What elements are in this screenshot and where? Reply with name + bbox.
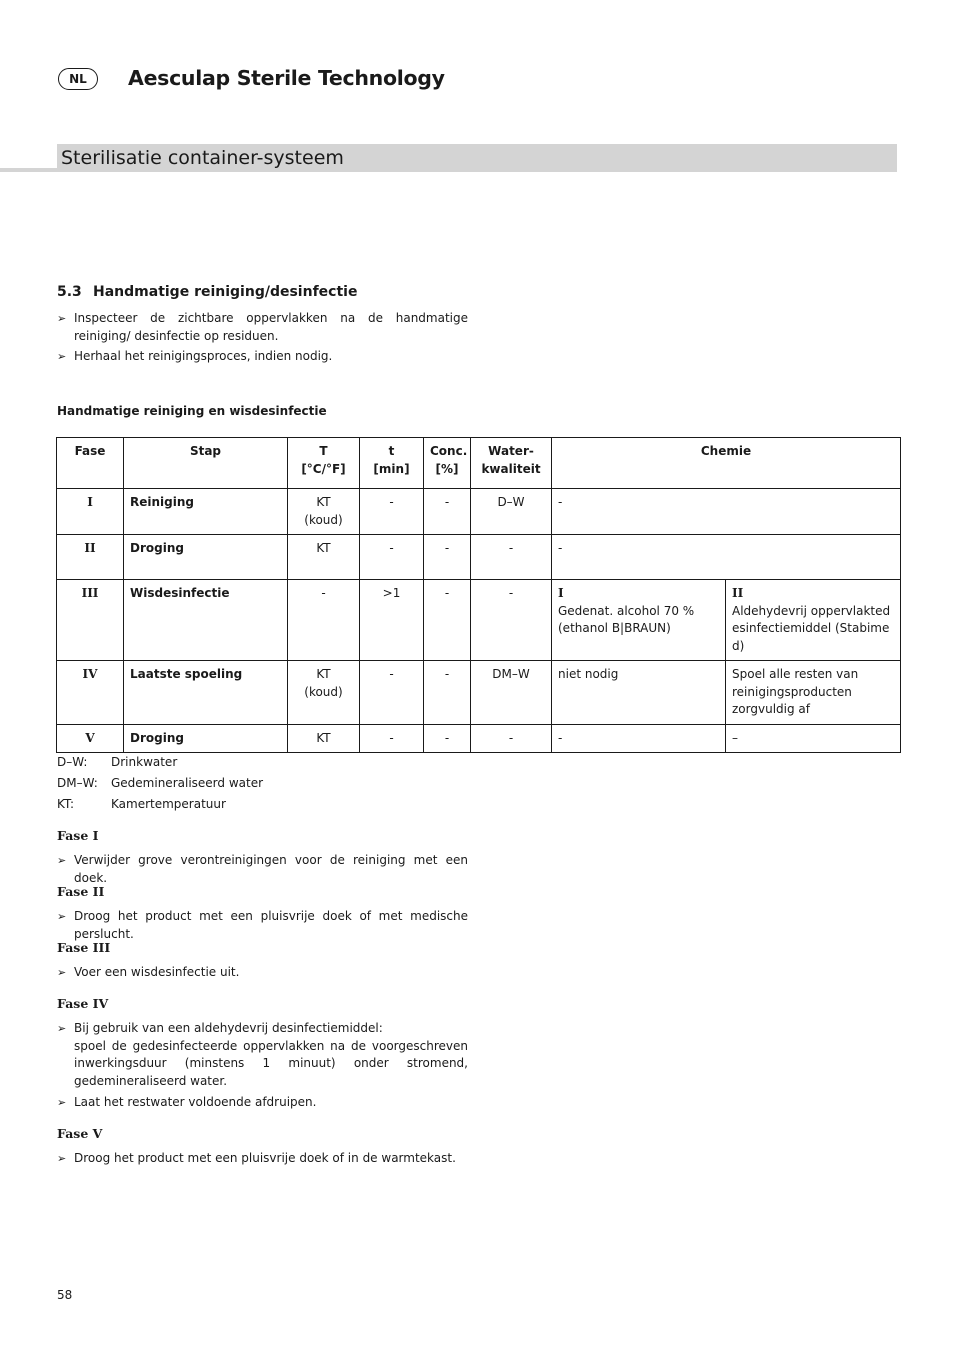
cell-conc: - (424, 535, 471, 580)
cell-water: - (471, 535, 552, 580)
table-row (57, 661, 901, 725)
cell-fase: III (57, 580, 124, 661)
cell-temp: KT (288, 724, 360, 753)
table-row (57, 535, 901, 580)
cell-stap: Droging (124, 535, 288, 580)
procedure-table (56, 437, 901, 753)
legend-item: DM–W: Gedemineraliseerd water (57, 776, 264, 790)
arrow-bullet-icon: ➢ (57, 910, 67, 923)
table-header-row (57, 438, 901, 489)
legend-item: D–W: Drinkwater (57, 755, 178, 769)
cell-temp: KT (koud) (288, 661, 360, 725)
cell-chemie-a: niet nodig (552, 661, 726, 725)
bullet-item (57, 1150, 468, 1168)
cell-chemie-b: – (726, 724, 901, 753)
cell-chemie: - (552, 535, 901, 580)
cell-chemie-a: - (552, 724, 726, 753)
phase-heading: Fase I (57, 828, 99, 843)
cell-stap: Droging (124, 724, 288, 753)
phase-heading: Fase II (57, 884, 105, 899)
table-row (57, 489, 901, 535)
cell-conc: - (424, 580, 471, 661)
cell-temp: KT (koud) (288, 489, 360, 535)
cell-water: DM–W (471, 661, 552, 725)
bullet-text: Droog het product met een pluisvrije doek of met medische perslucht. (74, 909, 468, 941)
cell-time: - (360, 661, 424, 725)
header-temp: T [°C/°F] (288, 438, 360, 489)
cell-temp: KT (288, 535, 360, 580)
table-row (57, 724, 901, 753)
cell-fase: II (57, 535, 124, 580)
bullet-item (57, 1020, 468, 1090)
cell-conc: - (424, 724, 471, 753)
bullet-text: Inspecteer de zichtbare oppervlakken na de handmatige reiniging/ desinfectie op residuen. (74, 311, 468, 343)
cell-time: - (360, 489, 424, 535)
cell-chemie-a: I Gedenat. alcohol 70 % (ethanol B|BRAUN) (552, 580, 726, 661)
bullet-item (57, 852, 468, 887)
cell-water: D–W (471, 489, 552, 535)
bullet-text: Droog het product met een pluisvrije doek of in de warmtekast. (74, 1151, 456, 1165)
header-conc: Conc. [%] (424, 438, 471, 489)
bullet-item (57, 348, 468, 366)
bullet-item (57, 1094, 468, 1112)
page-number: 58 (57, 1288, 73, 1302)
cell-fase: IV (57, 661, 124, 725)
table-row (57, 580, 901, 661)
header-time: t [min] (360, 438, 424, 489)
cell-stap: Laatste spoeling (124, 661, 288, 725)
cell-stap: Reiniging (124, 489, 288, 535)
cell-temp: - (288, 580, 360, 661)
cell-conc: - (424, 661, 471, 725)
header-water: Water- kwaliteit (471, 438, 552, 489)
arrow-bullet-icon: ➢ (57, 966, 67, 979)
language-badge: NL (58, 68, 98, 90)
bullet-text: Bij gebruik van een aldehydevrij desinfectiemiddel: (74, 1021, 383, 1035)
cell-water: - (471, 580, 552, 661)
cell-stap: Wisdesinfectie (124, 580, 288, 661)
bullet-text: Verwijder grove verontreinigingen voor de reiniging met een doek. (74, 853, 468, 885)
section-number: 5.3 (57, 284, 82, 300)
phase-heading: Fase V (57, 1126, 103, 1141)
cell-fase: V (57, 724, 124, 753)
table-caption: Handmatige reiniging en wisdesinfectie (57, 404, 327, 418)
bullet-text: Laat het restwater voldoende afdruipen. (74, 1095, 317, 1109)
arrow-bullet-icon: ➢ (57, 1152, 67, 1165)
arrow-bullet-icon: ➢ (57, 854, 67, 867)
cell-chemie-b: Spoel alle resten van reinigingsproducten zorgvuldig af (726, 661, 901, 725)
phase-heading: Fase III (57, 940, 111, 955)
section-heading (57, 284, 357, 300)
bullet-text-continued: spoel de gedesinfecteerde oppervlakken na de voorgeschreven inwerkingsduur (minstens 1 minuut) onder stromend, gedemineraliseerd water. (74, 1038, 468, 1088)
arrow-bullet-icon: ➢ (57, 350, 67, 363)
cell-conc: - (424, 489, 471, 535)
cell-chemie: - (552, 489, 901, 535)
section-title-text: Handmatige reiniging/desinfectie (93, 284, 358, 300)
header-chemie: Chemie (552, 438, 901, 489)
cell-time: - (360, 535, 424, 580)
legend-item: KT: Kamertemperatuur (57, 797, 226, 811)
bullet-item (57, 310, 468, 345)
banner-title: Sterilisatie container-systeem (61, 147, 344, 169)
cell-time: - (360, 724, 424, 753)
cell-water: - (471, 724, 552, 753)
arrow-bullet-icon: ➢ (57, 1096, 67, 1109)
header-stap: Stap (124, 438, 288, 489)
phase-heading: Fase IV (57, 996, 109, 1011)
arrow-bullet-icon: ➢ (57, 1022, 67, 1035)
bullet-item (57, 908, 468, 943)
bullet-item (57, 964, 468, 982)
header-fase: Fase (57, 438, 124, 489)
cell-chemie-b: II Aldehydevrij oppervlaktedesinfectiemiddel (Stabimed) (726, 580, 901, 661)
cell-fase: I (57, 489, 124, 535)
banner-accent-line (0, 168, 57, 172)
cell-time: >1 (360, 580, 424, 661)
bullet-text: Voer een wisdesinfectie uit. (74, 965, 240, 979)
arrow-bullet-icon: ➢ (57, 312, 67, 325)
brand-title: Aesculap Sterile Technology (128, 66, 445, 90)
bullet-text: Herhaal het reinigingsproces, indien nodig. (74, 349, 333, 363)
